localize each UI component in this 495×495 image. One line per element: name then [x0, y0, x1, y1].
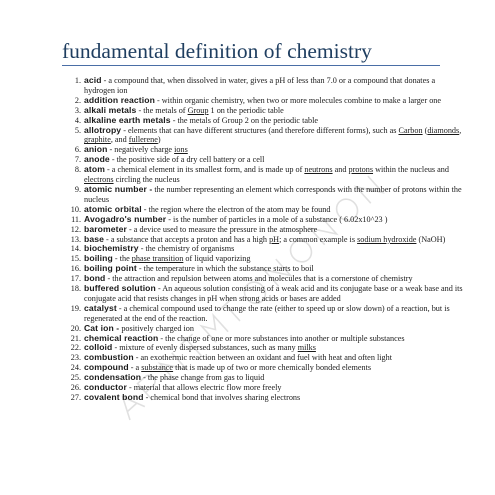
definition-number: 22.	[70, 343, 81, 353]
definition-term: allotropy	[84, 124, 122, 135]
definition-term: catalyst	[84, 302, 117, 313]
term-link[interactable]: ions	[174, 145, 188, 155]
definition-term: colloid	[84, 342, 113, 353]
definition-term: anion	[84, 144, 108, 155]
term-link[interactable]: pH	[269, 234, 280, 244]
definition-segment: ; a common example is	[279, 234, 358, 244]
definition-item	[64, 393, 468, 403]
definition-segment: the number representing an element which corresponds with the number of protons within the nucleus	[84, 184, 462, 204]
definition-number: 7.	[74, 155, 81, 165]
term-link[interactable]: sodium hydroxide	[357, 234, 417, 244]
definition-segment: - is the number of particles in a mole of a substance ( 6.02x10^23 )	[166, 214, 388, 224]
definition-item	[64, 76, 468, 96]
definition-number: 1.	[74, 76, 81, 85]
definition-item	[64, 304, 468, 324]
definition-term: addition reaction	[84, 94, 155, 105]
definition-term: bond	[84, 273, 106, 284]
definition-segment: that is made up of two or more chemically bonded elements	[173, 363, 372, 373]
definition-term: condensation	[84, 372, 142, 383]
definition-number: 15.	[70, 254, 81, 264]
definition-number: 5.	[74, 125, 81, 135]
definition-number: 8.	[74, 165, 81, 175]
definition-term: acid	[84, 75, 102, 85]
definition-text	[84, 235, 468, 245]
definition-number: 2.	[74, 95, 81, 105]
definition-segment: - a substance that accepts a proton and has a high	[104, 234, 270, 244]
definition-segment: circling the nucleus	[113, 175, 180, 185]
definition-text	[84, 185, 468, 205]
definition-number: 26.	[70, 383, 81, 393]
definition-text	[84, 126, 468, 146]
definition-term: alkaline earth metals	[84, 114, 171, 125]
definition-text	[84, 373, 468, 383]
definition-segment: - the temperature in which the substance starts to boil	[136, 264, 314, 274]
term-link[interactable]: electrons	[84, 175, 114, 185]
term-link[interactable]: graphite	[84, 135, 111, 145]
definition-number: 21.	[70, 333, 81, 343]
definition-segment: - a compound that, when dissolved in water, gives a pH of less than 7.0 or a compound that donates a hydrogen ion	[84, 76, 436, 95]
definition-segment: - the metals of Group 2 on the periodic table	[170, 115, 318, 125]
definition-number: 20.	[70, 323, 81, 333]
definition-segment: of liquid vaporizing	[183, 254, 251, 264]
definition-term: boiling point	[84, 263, 137, 274]
term-link[interactable]: phase transition	[131, 254, 184, 264]
definition-segment: (NaOH)	[416, 234, 446, 244]
definition-number: 10.	[70, 204, 81, 214]
definition-text	[84, 116, 468, 126]
definition-text	[84, 363, 468, 373]
definition-item	[64, 334, 468, 344]
definition-text	[84, 393, 468, 403]
definition-term: atom	[84, 164, 105, 175]
definition-segment: - elements that can have different structures (and therefore different forms), such as	[121, 125, 399, 135]
definition-term: alkali metals	[84, 104, 137, 115]
definition-segment: - the region where the electron of the atom may be found	[141, 204, 331, 214]
definition-segment: - an exothermic reaction between an oxidant and fuel with heat and often light	[133, 353, 392, 363]
term-link[interactable]: Group	[187, 105, 209, 115]
definition-term: covalent bond	[84, 392, 144, 402]
definition-text	[84, 304, 468, 324]
definition-number: 6.	[74, 145, 81, 155]
definitions-list	[64, 76, 468, 403]
definition-item	[64, 155, 468, 165]
definition-text	[84, 264, 468, 274]
definition-text	[84, 343, 468, 353]
definition-segment: positively charged ion	[119, 323, 194, 333]
definition-term: biochemistry	[84, 243, 139, 254]
definition-term: conductor	[84, 382, 127, 393]
definition-segment: (	[422, 125, 428, 135]
definition-segment: and	[332, 165, 349, 175]
definition-number: 4.	[74, 115, 81, 125]
definition-segment: - mixture of evenly dispersed substances, such as many	[112, 343, 298, 353]
definition-term: base	[84, 233, 104, 244]
definition-segment: - the phase change from gas to liquid	[141, 373, 265, 383]
definition-item	[64, 116, 468, 126]
definition-segment: - the positive side of a dry cell battery or a cell	[109, 155, 265, 165]
definition-segment: - material that allows electric flow more freely	[126, 383, 282, 393]
definition-item	[64, 165, 468, 185]
definition-segment: - An aqueous solution consisting of a weak acid and its conjugate base or a weak base and its conjugate acid that resists changes in pH when strong acids or bases are added	[84, 284, 463, 303]
definition-text	[84, 353, 468, 363]
definition-segment: , and	[110, 135, 129, 145]
definition-term: atomic orbital	[84, 203, 142, 214]
term-link[interactable]: diamonds	[427, 125, 460, 135]
definition-item	[64, 284, 468, 304]
definition-number: 19.	[70, 303, 81, 313]
definition-term: boiling	[84, 253, 113, 264]
definition-number: 12.	[70, 224, 81, 234]
term-link[interactable]: Carbon	[398, 125, 423, 135]
definition-number: 3.	[74, 105, 81, 115]
definition-segment: 1 on the periodic table	[208, 105, 284, 115]
definition-segment: )	[157, 135, 161, 145]
definition-text	[84, 215, 468, 225]
definition-number: 14.	[70, 244, 81, 254]
definition-term: Avogadro's number	[84, 213, 167, 224]
definition-number: 9.	[74, 184, 81, 194]
definition-text	[84, 96, 468, 106]
definition-text	[84, 165, 468, 185]
definition-term: buffered solution	[84, 283, 156, 294]
definition-item	[64, 225, 468, 235]
definition-segment: - the chemistry of organisms	[138, 244, 235, 254]
term-link[interactable]: neutrons	[304, 165, 333, 175]
definition-segment: - the	[112, 254, 132, 264]
definition-segment: - the metals of	[136, 105, 188, 115]
definition-term: anode	[84, 154, 110, 165]
definition-term: barometer	[84, 223, 127, 234]
definition-segment: - a device used to measure the pressure in the atmosphere	[126, 224, 318, 234]
term-link[interactable]: substance	[141, 363, 174, 373]
definition-term: atomic number -	[84, 183, 153, 194]
definition-text	[84, 284, 468, 304]
definition-number: 25.	[70, 373, 81, 383]
definition-segment: - a	[128, 363, 142, 373]
definition-number: 27.	[70, 393, 81, 402]
page-title: fundamental definition of chemistry	[62, 39, 372, 63]
definition-text	[84, 334, 468, 344]
definition-term: compound	[84, 362, 129, 373]
definition-term: Cat ion -	[84, 322, 120, 333]
definition-segment: - the change of one or more substances into another or multiple substances	[158, 333, 405, 343]
definition-item	[64, 264, 468, 274]
definition-term: chemical reaction	[84, 332, 159, 343]
definition-term: combustion	[84, 352, 134, 363]
title-underline	[62, 65, 440, 66]
definition-item	[64, 126, 468, 146]
definition-item	[64, 145, 468, 155]
definition-segment: - negatively charge	[107, 145, 175, 155]
definition-segment: ,	[459, 125, 462, 135]
definition-segment: - within organic chemistry, when two or more molecules combine to make a larger one	[154, 95, 442, 105]
term-link[interactable]: fullerene	[128, 135, 158, 145]
definition-number: 11.	[71, 214, 81, 224]
definition-segment: - a chemical element in its smallest form, and is made up of	[104, 165, 305, 175]
definition-text	[84, 244, 468, 254]
definition-segment: - the attraction and repulsion between atoms and molecules that is a cornerstone of chemistry	[105, 274, 413, 284]
definition-segment: within the nucleus and	[373, 165, 449, 175]
definition-text	[84, 254, 468, 264]
term-link[interactable]: milks	[297, 343, 316, 353]
definition-segment: - a chemical compound used to change the rate (either to speed up or slow down) of a reaction, but is regenerated at the end of the reaction.	[84, 303, 450, 323]
definition-number: 13.	[70, 234, 81, 244]
definition-number: 24.	[70, 363, 81, 373]
definition-text	[84, 145, 468, 155]
definition-item	[64, 244, 468, 254]
definition-text	[84, 76, 468, 96]
definition-number: 18.	[70, 284, 81, 294]
term-link[interactable]: protons	[348, 165, 374, 175]
definition-number: 17.	[70, 274, 81, 284]
definition-number: 23.	[70, 353, 81, 363]
definition-item	[64, 185, 468, 205]
definition-text	[84, 155, 468, 165]
definition-text	[84, 225, 468, 235]
definition-segment: - chemical bond that involves sharing electrons	[143, 393, 301, 402]
definition-number: 16.	[70, 264, 81, 274]
